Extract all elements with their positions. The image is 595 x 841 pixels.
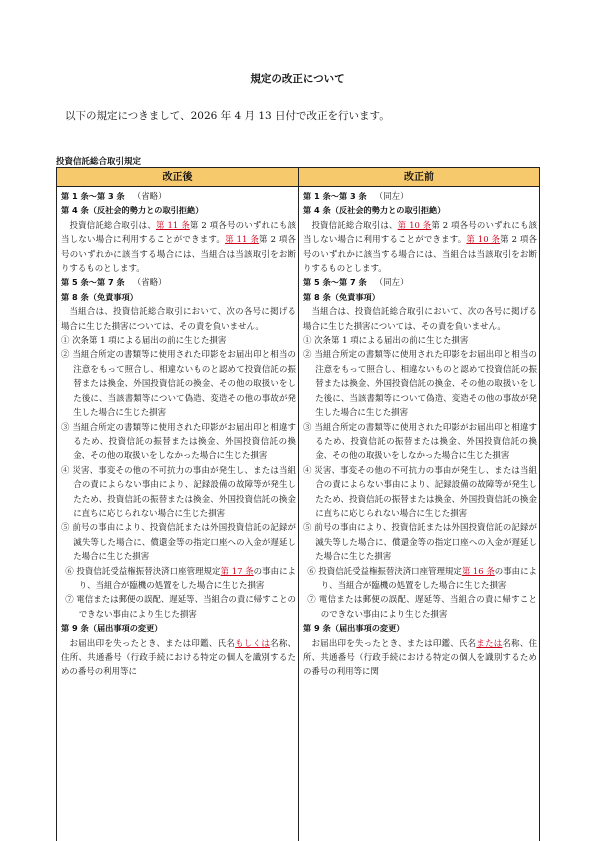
list-item: ⑦ 電信または郵便の誤配、遅延等、当組合の責に帰すことのできない事由により生じた損害 [65, 594, 296, 619]
column-before [298, 168, 539, 841]
revised-reference: 第 16 条 [461, 565, 495, 576]
list-item: ① 次条第 1 項による届出の前に生じた損害 [61, 335, 227, 346]
article-5-7 [61, 275, 296, 289]
article-4-text: 投資信託総合取引は、第 10 条第 2 項各号のいずれにも該当しない場合に利用することができます。第 10 条第 2 項各号のいずれかに該当する場合には、当組合は当該取引をお断りするものとします。 [303, 219, 538, 274]
list-item: ② 当組合所定の書類等に使用された印影をお届出印と相当の注意をもって照合し、相違ないものと認めて投資信託の振替または換金、外国投資信託の換金、その他の取扱いをした後に、当該書類等について偽造、変造その他の事故が発生した場合に生じた損害 [303, 349, 537, 418]
revised-reference: もしくは [235, 637, 271, 648]
article-title: 第 5 条～第 7 条 [303, 277, 367, 288]
article-note: （省略） [132, 191, 167, 201]
article-note: （同左） [374, 191, 409, 201]
list-item: ③ 当組合所定の書類等に使用された印影がお届出印と相違するため、投資信託の振替または換金、外国投資信託の換金、その他の取扱いをしなかった場合に生じた損害 [61, 421, 296, 461]
article-9-title: 第 9 条（届出事項の変更） [61, 623, 163, 634]
article-9-text: お届出印を失ったとき、または印鑑、氏名または名称、住所、共通番号（行政手続における特定の個人を識別するための番号の利用等に関 [303, 637, 538, 677]
article-8-text: 当組合は、投資信託総合取引において、次の各号に掲げる場合に生じた損害については、その責を負いません。 [303, 306, 537, 331]
list-item: ② 当組合所定の書類等に使用された印影をお届出印と相当の注意をもって照合し、相違ないものと認めて投資信託の振替または換金、外国投資信託の換金、その他の取扱いをした後に、当該書類等について偽造、変造その他の事故が発生した場合に生じた損害 [61, 349, 296, 418]
intro-text: 以下の規定につきまして、2026 年 4 月 13 日付で改正を行います。 [65, 110, 390, 122]
list-item: ⑥ 投資信託受益権振替決済口座管理規定第 17 条の事由により、当組合が臨機の処置をした場合に生じた損害 [65, 565, 296, 590]
article-note: （省略） [132, 277, 167, 288]
article-1-3 [303, 189, 537, 203]
article-5-7 [303, 275, 537, 289]
column-after [57, 168, 298, 841]
revised-reference: 第 11 条 [156, 219, 190, 230]
article-title: 第 1 条～第 3 条 [61, 191, 125, 201]
article-4-title: 第 4 条（反社会的勢力との取引拒絶） [61, 205, 204, 216]
table-title: 投資信託総合取引規定 [56, 157, 142, 167]
list-item: ⑦ 電信または郵便の誤配、遅延等、当組合の責に帰すことのできない事由により生じた損害 [307, 594, 537, 619]
article-8-text: 当組合は、投資信託総合取引において、次の各号に掲げる場合に生じた損害については、その責を負いません。 [61, 306, 296, 331]
list-item: ⑥ 投資信託受益権振替決済口座管理規定第 16 条の事由により、当組合が臨機の処置をした場合に生じた損害 [307, 565, 537, 590]
column-body-before [299, 187, 539, 679]
list-item: ④ 災害、事変その他の不可抗力の事由が発生し、または当組合の責によらない事由により、記録設備の故障等が発生したため、投資信託の振替または換金、外国投資信託の換金に直ちに応じられない場合に生じた損害 [303, 464, 537, 518]
article-note: （同左） [374, 277, 409, 288]
column-header-before: 改正前 [299, 168, 539, 187]
comparison-table [56, 167, 540, 841]
revised-reference: 第 11 条 [225, 234, 260, 245]
list-item: ⑤ 前号の事由により、投資信託または外国投資信託の記録が滅失等した場合に、償還金等の指定口座への入金が遅延した場合に生じた損害 [303, 522, 537, 562]
list-item: ① 次条第 1 項による届出の前に生じた損害 [303, 335, 469, 346]
column-body-after [57, 187, 298, 679]
list-item: ⑤ 前号の事由により、投資信託または外国投資信託の記録が滅失等した場合に、償還金等の指定口座への入金が遅延した場合に生じた損害 [61, 522, 296, 562]
page-title: 規定の改正について [250, 73, 345, 85]
article-4-title: 第 4 条（反社会的勢力との取引拒絶） [303, 205, 446, 216]
article-title: 第 1 条～第 3 条 [303, 191, 367, 201]
column-header-after: 改正後 [57, 168, 298, 187]
revised-reference: または [476, 637, 503, 648]
article-title: 第 5 条～第 7 条 [61, 277, 125, 288]
article-1-3 [61, 189, 296, 203]
article-9-title: 第 9 条（届出事項の変更） [303, 623, 405, 634]
article-4-text: 投資信託総合取引は、第 11 条第 2 項各号のいずれにも該当しない場合に利用することができます。第 11 条第 2 項各号のいずれかに該当する場合には、当組合は当該取引をお断りするものとします。 [61, 219, 297, 274]
article-8-title: 第 8 条（免責事項） [61, 291, 138, 302]
revised-reference: 第 10 条 [466, 234, 501, 245]
revised-reference: 第 17 条 [220, 565, 254, 576]
article-8-title: 第 8 条（免責事項） [303, 291, 380, 302]
revised-reference: 第 10 条 [397, 219, 432, 230]
article-9-text: お届出印を失ったとき、または印鑑、氏名もしくは名称、住所、共通番号（行政手続における特定の個人を識別するための番号の利用等に [61, 637, 296, 677]
list-item: ③ 当組合所定の書類等に使用された印影がお届出印と相違するため、投資信託の振替または換金、外国投資信託の換金、その他の取扱いをしなかった場合に生じた損害 [303, 421, 537, 461]
list-item: ④ 災害、事変その他の不可抗力の事由が発生し、または当組合の責によらない事由により、記録設備の故障等が発生したため、投資信託の振替または換金、外国投資信託の換金に直ちに応じられない場合に生じた損害 [61, 464, 296, 518]
